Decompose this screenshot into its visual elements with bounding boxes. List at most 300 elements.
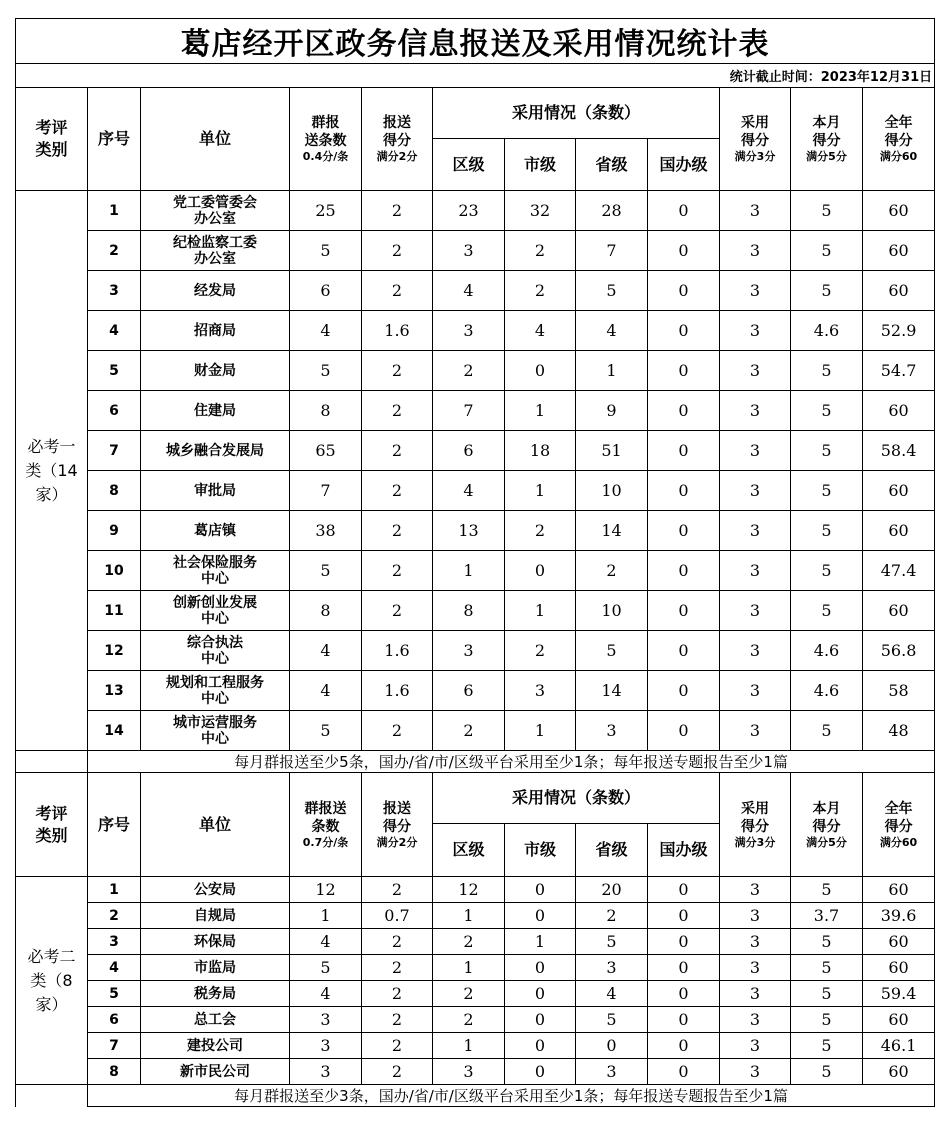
row-seq: 2 — [88, 231, 141, 271]
section-note-row — [16, 1085, 935, 1107]
row-unit: 新市民公司 — [141, 1059, 290, 1085]
row-report: 1.6 — [362, 631, 433, 671]
table-row — [16, 1007, 935, 1033]
stats-table — [15, 18, 935, 1107]
row-report: 2 — [362, 191, 433, 231]
row-unit: 城市运营服务 中心 — [141, 711, 290, 751]
header-national: 国办级 — [648, 139, 720, 191]
row-year: 46.1 — [863, 1033, 935, 1059]
row-month: 5 — [791, 231, 863, 271]
row-district: 3 — [433, 1059, 505, 1085]
row-seq: 4 — [88, 955, 141, 981]
row-district: 2 — [433, 711, 505, 751]
row-seq: 2 — [88, 903, 141, 929]
row-district: 1 — [433, 955, 505, 981]
section-note: 每月群报送至少5条，国办/省/市/区级平台采用至少1条；每年报送专题报告至少1篇 — [88, 751, 935, 773]
row-seq: 1 — [88, 877, 141, 903]
deadline-text: 统计截止时间：2023年12月31日 — [16, 64, 935, 88]
row-count: 8 — [290, 391, 362, 431]
row-year: 60 — [863, 929, 935, 955]
header-national: 国办级 — [648, 824, 720, 877]
row-year: 59.4 — [863, 981, 935, 1007]
header-unit: 单位 — [141, 773, 290, 877]
header-row — [16, 773, 935, 824]
row-report: 2 — [362, 711, 433, 751]
row-district: 13 — [433, 511, 505, 551]
row-city: 32 — [505, 191, 576, 231]
row-count: 4 — [290, 311, 362, 351]
row-month: 5 — [791, 471, 863, 511]
header-adopt-score-note: 满分3分 — [734, 835, 776, 849]
table-row — [16, 311, 935, 351]
row-district: 23 — [433, 191, 505, 231]
table-row — [16, 591, 935, 631]
table-row — [16, 391, 935, 431]
row-seq: 12 — [88, 631, 141, 671]
row-adopt: 3 — [720, 551, 791, 591]
row-city: 0 — [505, 955, 576, 981]
row-city: 2 — [505, 231, 576, 271]
row-year: 60 — [863, 271, 935, 311]
table-row — [16, 631, 935, 671]
row-province: 5 — [576, 929, 648, 955]
row-city: 2 — [505, 631, 576, 671]
table-row — [16, 877, 935, 903]
header-district: 区级 — [433, 139, 505, 191]
row-month: 5 — [791, 511, 863, 551]
row-unit: 社会保险服务 中心 — [141, 551, 290, 591]
header-adopt-score-note: 满分3分 — [734, 150, 776, 163]
table-row — [16, 903, 935, 929]
row-national: 0 — [648, 877, 720, 903]
row-count: 6 — [290, 271, 362, 311]
row-month: 5 — [791, 431, 863, 471]
row-count: 5 — [290, 955, 362, 981]
row-province: 9 — [576, 391, 648, 431]
row-adopt: 3 — [720, 981, 791, 1007]
row-province: 2 — [576, 903, 648, 929]
row-city: 0 — [505, 1007, 576, 1033]
row-national: 0 — [648, 929, 720, 955]
table-row — [16, 929, 935, 955]
header-year-score-note: 满分60 — [879, 835, 918, 849]
row-count: 12 — [290, 877, 362, 903]
row-national: 0 — [648, 671, 720, 711]
row-province: 14 — [576, 671, 648, 711]
row-district: 2 — [433, 929, 505, 955]
row-unit: 自规局 — [141, 903, 290, 929]
row-national: 0 — [648, 431, 720, 471]
row-unit: 市监局 — [141, 955, 290, 981]
row-national: 0 — [648, 351, 720, 391]
row-adopt: 3 — [720, 511, 791, 551]
row-national: 0 — [648, 1033, 720, 1059]
header-province: 省级 — [576, 824, 648, 877]
row-national: 0 — [648, 955, 720, 981]
row-province: 3 — [576, 955, 648, 981]
row-report: 2 — [362, 511, 433, 551]
table-row — [16, 511, 935, 551]
row-adopt: 3 — [720, 471, 791, 511]
row-month: 5 — [791, 271, 863, 311]
row-seq: 6 — [88, 391, 141, 431]
row-district: 2 — [433, 981, 505, 1007]
row-count: 8 — [290, 591, 362, 631]
row-year: 54.7 — [863, 351, 935, 391]
row-year: 60 — [863, 391, 935, 431]
row-count: 25 — [290, 191, 362, 231]
row-seq: 5 — [88, 981, 141, 1007]
header-adopt-score: 采用 得分 满分3分 — [720, 773, 791, 877]
row-district: 2 — [433, 351, 505, 391]
row-city: 1 — [505, 711, 576, 751]
header-year-score: 全年 得分 满分60 — [863, 88, 935, 191]
row-adopt: 3 — [720, 271, 791, 311]
row-province: 4 — [576, 311, 648, 351]
row-adopt: 3 — [720, 351, 791, 391]
row-unit: 葛店镇 — [141, 511, 290, 551]
row-district: 1 — [433, 1033, 505, 1059]
row-report: 2 — [362, 1059, 433, 1085]
row-month: 5 — [791, 191, 863, 231]
table-row — [16, 431, 935, 471]
row-adopt: 3 — [720, 631, 791, 671]
row-province: 51 — [576, 431, 648, 471]
row-adopt: 3 — [720, 1007, 791, 1033]
row-province: 2 — [576, 551, 648, 591]
row-year: 60 — [863, 191, 935, 231]
table-row — [16, 271, 935, 311]
row-city: 4 — [505, 311, 576, 351]
row-city: 0 — [505, 903, 576, 929]
row-count: 5 — [290, 231, 362, 271]
row-month: 5 — [791, 551, 863, 591]
header-city: 市级 — [505, 139, 576, 191]
header-month-score-note: 满分5分 — [806, 835, 847, 849]
category-label: 必考一 类（14 家） — [16, 191, 88, 751]
row-month: 3.7 — [791, 903, 863, 929]
row-province: 0 — [576, 1033, 648, 1059]
row-report: 0.7 — [362, 903, 433, 929]
row-unit: 财金局 — [141, 351, 290, 391]
row-report: 2 — [362, 1033, 433, 1059]
row-province: 5 — [576, 631, 648, 671]
row-city: 1 — [505, 929, 576, 955]
table-row — [16, 1059, 935, 1085]
row-year: 58 — [863, 671, 935, 711]
row-seq: 14 — [88, 711, 141, 751]
row-district: 4 — [433, 271, 505, 311]
row-unit: 创新创业发展 中心 — [141, 591, 290, 631]
row-national: 0 — [648, 711, 720, 751]
row-city: 1 — [505, 391, 576, 431]
row-province: 10 — [576, 471, 648, 511]
row-unit: 经发局 — [141, 271, 290, 311]
row-seq: 8 — [88, 1059, 141, 1085]
table-row — [16, 1033, 935, 1059]
row-count: 3 — [290, 1033, 362, 1059]
row-unit: 纪检监察工委 办公室 — [141, 231, 290, 271]
row-month: 5 — [791, 929, 863, 955]
row-month: 5 — [791, 391, 863, 431]
row-month: 5 — [791, 955, 863, 981]
row-national: 0 — [648, 551, 720, 591]
header-city: 市级 — [505, 824, 576, 877]
row-province: 3 — [576, 1059, 648, 1085]
row-national: 0 — [648, 311, 720, 351]
row-city: 0 — [505, 351, 576, 391]
row-count: 5 — [290, 551, 362, 591]
row-seq: 9 — [88, 511, 141, 551]
row-year: 47.4 — [863, 551, 935, 591]
row-unit: 建投公司 — [141, 1033, 290, 1059]
row-seq: 7 — [88, 1033, 141, 1059]
row-seq: 1 — [88, 191, 141, 231]
row-month: 5 — [791, 591, 863, 631]
header-count-note: 0.7分/条 — [302, 835, 349, 849]
row-adopt: 3 — [720, 929, 791, 955]
row-district: 1 — [433, 903, 505, 929]
row-adopt: 3 — [720, 391, 791, 431]
row-city: 0 — [505, 877, 576, 903]
row-unit: 审批局 — [141, 471, 290, 511]
table-row — [16, 711, 935, 751]
header-adoption-group: 采用情况（条数） — [433, 773, 720, 824]
header-seq: 序号 — [88, 88, 141, 191]
row-year: 48 — [863, 711, 935, 751]
note-blank — [16, 1085, 88, 1107]
row-count: 3 — [290, 1007, 362, 1033]
row-adopt: 3 — [720, 311, 791, 351]
row-report: 2 — [362, 271, 433, 311]
header-seq: 序号 — [88, 773, 141, 877]
row-city: 2 — [505, 271, 576, 311]
header-row — [16, 88, 935, 139]
table-row — [16, 981, 935, 1007]
row-seq: 11 — [88, 591, 141, 631]
row-report: 1.6 — [362, 311, 433, 351]
table-row — [16, 231, 935, 271]
row-count: 4 — [290, 981, 362, 1007]
row-report: 1.6 — [362, 671, 433, 711]
row-unit: 规划和工程服务 中心 — [141, 671, 290, 711]
table-row — [16, 351, 935, 391]
row-report: 2 — [362, 929, 433, 955]
table-row — [16, 671, 935, 711]
row-month: 5 — [791, 1033, 863, 1059]
row-month: 4.6 — [791, 311, 863, 351]
row-national: 0 — [648, 471, 720, 511]
row-count: 4 — [290, 929, 362, 955]
table-row — [16, 551, 935, 591]
row-district: 6 — [433, 431, 505, 471]
row-adopt: 3 — [720, 231, 791, 271]
category-label: 必考二 类（8 家） — [16, 877, 88, 1085]
table-row — [16, 191, 935, 231]
row-district: 3 — [433, 311, 505, 351]
row-year: 60 — [863, 1059, 935, 1085]
note-blank — [16, 751, 88, 773]
row-national: 0 — [648, 981, 720, 1007]
row-national: 0 — [648, 1059, 720, 1085]
row-province: 5 — [576, 271, 648, 311]
row-city: 0 — [505, 981, 576, 1007]
row-province: 5 — [576, 1007, 648, 1033]
row-count: 1 — [290, 903, 362, 929]
row-province: 3 — [576, 711, 648, 751]
row-month: 5 — [791, 1007, 863, 1033]
row-year: 60 — [863, 511, 935, 551]
row-unit: 招商局 — [141, 311, 290, 351]
row-month: 4.6 — [791, 631, 863, 671]
row-district: 2 — [433, 1007, 505, 1033]
row-seq: 5 — [88, 351, 141, 391]
row-seq: 6 — [88, 1007, 141, 1033]
header-adoption-group: 采用情况（条数） — [433, 88, 720, 139]
header-district: 区级 — [433, 824, 505, 877]
row-province: 28 — [576, 191, 648, 231]
header-count: 群报送 条数 0.7分/条 — [290, 773, 362, 877]
page-title: 葛店经开区政务信息报送及采用情况统计表 — [16, 19, 935, 64]
table-row — [16, 955, 935, 981]
row-month: 5 — [791, 711, 863, 751]
row-unit: 综合执法 中心 — [141, 631, 290, 671]
row-province: 10 — [576, 591, 648, 631]
row-seq: 13 — [88, 671, 141, 711]
row-year: 56.8 — [863, 631, 935, 671]
row-adopt: 3 — [720, 1059, 791, 1085]
row-national: 0 — [648, 271, 720, 311]
row-adopt: 3 — [720, 711, 791, 751]
row-city: 0 — [505, 1033, 576, 1059]
row-unit: 总工会 — [141, 1007, 290, 1033]
row-national: 0 — [648, 231, 720, 271]
row-adopt: 3 — [720, 903, 791, 929]
row-unit: 住建局 — [141, 391, 290, 431]
row-district: 6 — [433, 671, 505, 711]
header-category: 考评 类别 — [16, 88, 88, 191]
header-report-score: 报送 得分 满分2分 — [362, 88, 433, 191]
row-report: 2 — [362, 351, 433, 391]
row-national: 0 — [648, 511, 720, 551]
row-month: 5 — [791, 877, 863, 903]
row-report: 2 — [362, 591, 433, 631]
row-count: 3 — [290, 1059, 362, 1085]
row-unit: 党工委管委会 办公室 — [141, 191, 290, 231]
row-province: 14 — [576, 511, 648, 551]
header-category: 考评 类别 — [16, 773, 88, 877]
row-seq: 4 — [88, 311, 141, 351]
row-month: 5 — [791, 351, 863, 391]
row-report: 2 — [362, 231, 433, 271]
row-district: 12 — [433, 877, 505, 903]
header-unit: 单位 — [141, 88, 290, 191]
row-district: 3 — [433, 231, 505, 271]
row-count: 7 — [290, 471, 362, 511]
row-city: 1 — [505, 591, 576, 631]
row-province: 4 — [576, 981, 648, 1007]
header-month-score: 本月 得分 满分5分 — [791, 773, 863, 877]
row-city: 0 — [505, 551, 576, 591]
row-seq: 10 — [88, 551, 141, 591]
row-city: 3 — [505, 671, 576, 711]
row-city: 0 — [505, 1059, 576, 1085]
row-adopt: 3 — [720, 955, 791, 981]
row-report: 2 — [362, 877, 433, 903]
row-adopt: 3 — [720, 591, 791, 631]
row-province: 7 — [576, 231, 648, 271]
row-report: 2 — [362, 1007, 433, 1033]
row-count: 4 — [290, 631, 362, 671]
row-adopt: 3 — [720, 1033, 791, 1059]
row-seq: 3 — [88, 271, 141, 311]
row-national: 0 — [648, 391, 720, 431]
row-count: 65 — [290, 431, 362, 471]
row-city: 18 — [505, 431, 576, 471]
row-seq: 3 — [88, 929, 141, 955]
row-report: 2 — [362, 981, 433, 1007]
row-district: 3 — [433, 631, 505, 671]
row-count: 5 — [290, 711, 362, 751]
row-unit: 城乡融合发展局 — [141, 431, 290, 471]
row-national: 0 — [648, 903, 720, 929]
row-year: 52.9 — [863, 311, 935, 351]
row-report: 2 — [362, 551, 433, 591]
row-province: 20 — [576, 877, 648, 903]
row-district: 7 — [433, 391, 505, 431]
row-seq: 7 — [88, 431, 141, 471]
row-year: 60 — [863, 231, 935, 271]
row-month: 5 — [791, 981, 863, 1007]
row-unit: 公安局 — [141, 877, 290, 903]
header-report-score-note: 满分2分 — [376, 835, 418, 849]
row-year: 60 — [863, 471, 935, 511]
header-month-score-note: 满分5分 — [806, 150, 847, 163]
row-district: 8 — [433, 591, 505, 631]
header-year-score-note: 满分60 — [879, 150, 918, 163]
row-national: 0 — [648, 1007, 720, 1033]
row-national: 0 — [648, 591, 720, 631]
header-report-score: 报送 得分 满分2分 — [362, 773, 433, 877]
header-year-score: 全年 得分 满分60 — [863, 773, 935, 877]
row-national: 0 — [648, 631, 720, 671]
row-count: 38 — [290, 511, 362, 551]
header-month-score: 本月 得分 满分5分 — [791, 88, 863, 191]
row-adopt: 3 — [720, 191, 791, 231]
section-note-row — [16, 751, 935, 773]
header-count-note: 0.4分/条 — [302, 150, 349, 163]
row-province: 1 — [576, 351, 648, 391]
header-province: 省级 — [576, 139, 648, 191]
row-report: 2 — [362, 471, 433, 511]
header-count: 群报 送条数 0.4分/条 — [290, 88, 362, 191]
row-report: 2 — [362, 431, 433, 471]
row-year: 39.6 — [863, 903, 935, 929]
row-month: 4.6 — [791, 671, 863, 711]
header-report-score-note: 满分2分 — [376, 150, 418, 163]
row-adopt: 3 — [720, 877, 791, 903]
row-unit: 税务局 — [141, 981, 290, 1007]
row-city: 1 — [505, 471, 576, 511]
row-adopt: 3 — [720, 671, 791, 711]
row-unit: 环保局 — [141, 929, 290, 955]
row-district: 4 — [433, 471, 505, 511]
row-report: 2 — [362, 391, 433, 431]
row-year: 60 — [863, 955, 935, 981]
row-year: 60 — [863, 1007, 935, 1033]
row-seq: 8 — [88, 471, 141, 511]
row-month: 5 — [791, 1059, 863, 1085]
